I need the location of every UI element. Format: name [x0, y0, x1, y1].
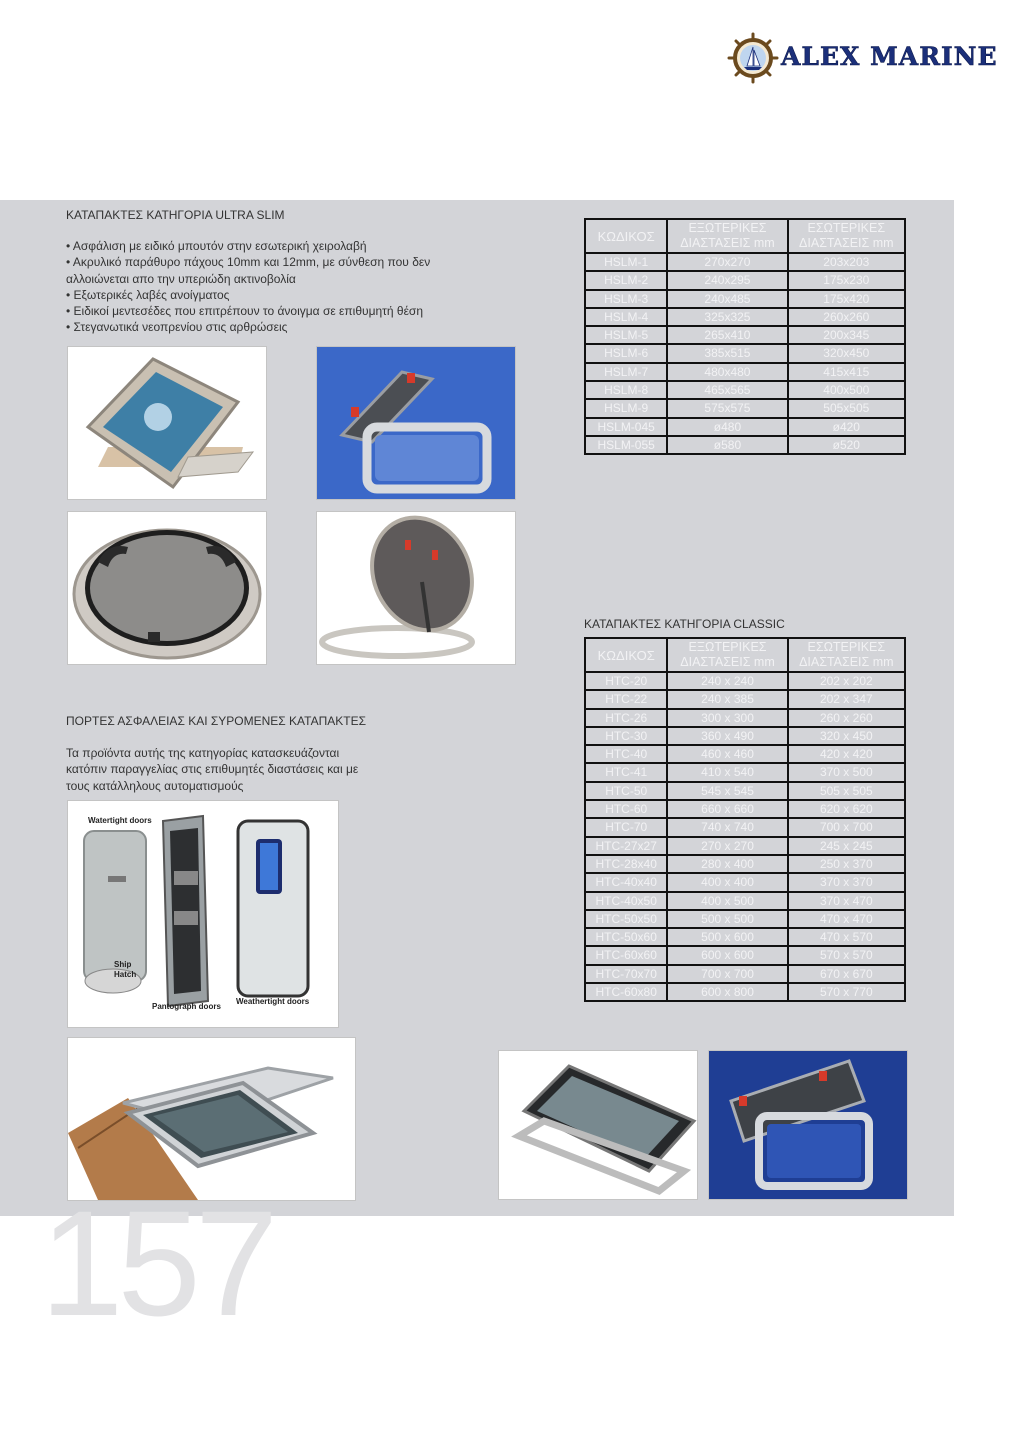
header-text: ΔΙΑΣΤΑΣΕΙΣ mm: [680, 236, 775, 250]
table-row: [585, 855, 905, 873]
table-row: [585, 399, 905, 417]
header-text: ΕΞΩΤΕΡΙΚΕΣ: [688, 640, 767, 654]
photo-sliding-hatch: [67, 1037, 356, 1201]
table-cell: 320 x 450: [788, 727, 905, 745]
table-cell: 420 x 420: [788, 745, 905, 763]
brand-name: ALEX MARINE: [781, 42, 998, 71]
label-hatch: Hatch: [114, 970, 137, 979]
table-row: [585, 253, 905, 271]
table-cell: 470 x 470: [788, 910, 905, 928]
table-row: [585, 965, 905, 983]
table-cell: 360 x 490: [667, 727, 787, 745]
table-cell: HTC-41: [585, 763, 667, 781]
header-text: ΚΩΔΙΚΟΣ: [597, 228, 655, 244]
page-number: 157: [40, 1179, 273, 1347]
description-line: Τα προϊόντα αυτής της κατηγορίας κατασκευάζονται: [66, 746, 340, 760]
header-text: ΚΩΔΙΚΟΣ: [597, 647, 655, 663]
header-text: ΕΣΩΤΕΡΙΚΕΣ: [807, 221, 886, 235]
table-cell: 320x450: [788, 344, 905, 362]
table-cell: HSLM-045: [585, 418, 667, 436]
table-cell: HSLM-2: [585, 271, 667, 289]
table-row: [585, 837, 905, 855]
table-cell: 740 x 740: [667, 818, 787, 836]
table-cell: HTC-60x80: [585, 983, 667, 1001]
table-cell: 620 x 620: [788, 800, 905, 818]
table-cell: 505x505: [788, 399, 905, 417]
table-header-cell: [788, 638, 905, 672]
table-cell: 505 x 505: [788, 782, 905, 800]
table-cell: HTC-60x60: [585, 946, 667, 964]
table-cell: 240x295: [667, 271, 787, 289]
table-cell: 370 x 370: [788, 873, 905, 891]
table-row: [585, 782, 905, 800]
table-cell: HSLM-9: [585, 399, 667, 417]
table-cell: 480x480: [667, 363, 787, 381]
table-cell: ø580: [667, 436, 787, 454]
table-cell: HTC-30: [585, 727, 667, 745]
photo-square-hatch-open: [67, 346, 267, 500]
table-row: [585, 745, 905, 763]
label-ship: Ship: [114, 960, 132, 969]
table-row: [585, 818, 905, 836]
table-cell: HSLM-055: [585, 436, 667, 454]
table-row: [585, 290, 905, 308]
photo-round-hatch-open: [316, 511, 516, 665]
safety-doors-title: ΠΟΡΤΕΣ ΑΣΦΑΛΕΙΑΣ ΚΑΙ ΣΥΡΟΜΕΝΕΣ ΚΑΤΑΠΑΚΤΕΣ: [66, 714, 367, 728]
table-cell: HSLM-1: [585, 253, 667, 271]
table-header-cell: [667, 638, 787, 672]
table-cell: 700 x 700: [788, 818, 905, 836]
table-cell: HSLM-4: [585, 308, 667, 326]
feature-line: • Ασφάλιση με ειδικό μπουτόν στην εσωτερική χειρολαβή: [66, 239, 367, 253]
table-header-cell: [667, 219, 787, 253]
classic-title: ΚΑΤΑΠΑΚΤΕΣ ΚΑΤΗΓΟΡΙΑ CLASSIC: [584, 617, 785, 631]
table-cell: HTC-50: [585, 782, 667, 800]
header-text: ΕΞΩΤΕΡΙΚΕΣ: [688, 221, 767, 235]
table-cell: 400 x 400: [667, 873, 787, 891]
table-header-cell: [788, 219, 905, 253]
table-cell: 700 x 700: [667, 965, 787, 983]
table-row: [585, 910, 905, 928]
table-row: [585, 709, 905, 727]
header-text: ΕΣΩΤΕΡΙΚΕΣ: [807, 640, 886, 654]
table-row: [585, 344, 905, 362]
table-cell: 260 x 260: [788, 709, 905, 727]
table-cell: 265x410: [667, 326, 787, 344]
header-text: ΔΙΑΣΤΑΣΕΙΣ mm: [799, 236, 894, 250]
photo-hatch-blue-background: [316, 346, 516, 500]
table-cell: 260x260: [788, 308, 905, 326]
photo-round-hatch-top: [67, 511, 267, 665]
photo-classic-hatch-white: [498, 1050, 698, 1200]
table-cell: 202 x 202: [788, 672, 905, 690]
feature-line: • Ακρυλικό παράθυρο πάχους 10mm και 12mm, με σύνθεση που δεν: [66, 255, 431, 270]
feature-line: αλλοιώνεται απο την υπεριώδη ακτινοβολία: [66, 271, 296, 286]
table-cell: HTC-70: [585, 818, 667, 836]
table-row: [585, 690, 905, 708]
table-row: [585, 326, 905, 344]
table-cell: 250 x 370: [788, 855, 905, 873]
table-cell: 400 x 500: [667, 892, 787, 910]
table-cell: 470 x 570: [788, 928, 905, 946]
table-cell: 410 x 540: [667, 763, 787, 781]
ship-wheel-icon: [727, 32, 779, 84]
table-cell: ø520: [788, 436, 905, 454]
table-cell: HSLM-5: [585, 326, 667, 344]
table-row: [585, 983, 905, 1001]
table-cell: HSLM-8: [585, 381, 667, 399]
table-cell: HSLM-7: [585, 363, 667, 381]
classic-spec-table: [584, 637, 906, 1002]
header-text: ΔΙΑΣΤΑΣΕΙΣ mm: [799, 655, 894, 669]
table-cell: HTC-26: [585, 709, 667, 727]
table-cell: 202 x 347: [788, 690, 905, 708]
table-cell: HTC-20: [585, 672, 667, 690]
table-row: [585, 928, 905, 946]
description-line: κατόπιν παραγγελίας στις επιθυμητές διαστάσεις και με: [66, 762, 359, 777]
table-cell: 660 x 660: [667, 800, 787, 818]
table-cell: HTC-40: [585, 745, 667, 763]
table-row: [585, 727, 905, 745]
table-cell: ø480: [667, 418, 787, 436]
table-header-cell: [585, 638, 667, 672]
table-cell: HTC-40x50: [585, 892, 667, 910]
label-pantograph: Pantograph doors: [152, 1002, 221, 1011]
table-cell: 280 x 400: [667, 855, 787, 873]
table-row: [585, 363, 905, 381]
table-cell: 465x565: [667, 381, 787, 399]
table-cell: 400x500: [788, 381, 905, 399]
table-cell: HTC-70x70: [585, 965, 667, 983]
table-cell: 500 x 600: [667, 928, 787, 946]
table-cell: 240 x 240: [667, 672, 787, 690]
table-cell: 325x325: [667, 308, 787, 326]
table-cell: 545 x 545: [667, 782, 787, 800]
brand-logo: [727, 32, 998, 84]
table-row: [585, 892, 905, 910]
table-row: [585, 436, 905, 454]
feature-line: • Ειδικοί μεντεσέδες που επιτρέπουν το άνοιγμα σε επιθυμητή θέση: [66, 304, 424, 319]
table-cell: HTC-27x27: [585, 837, 667, 855]
table-cell: HTC-28x40: [585, 855, 667, 873]
feature-line: • Εξωτερικές λαβές ανοίγματος: [66, 287, 230, 302]
table-cell: 600 x 600: [667, 946, 787, 964]
table-row: [585, 763, 905, 781]
table-cell: 575x575: [667, 399, 787, 417]
label-watertight: Watertight doors: [88, 816, 152, 825]
table-cell: 240x485: [667, 290, 787, 308]
photo-safety-doors: [67, 800, 339, 1028]
table-cell: 203x203: [788, 253, 905, 271]
table-cell: ø420: [788, 418, 905, 436]
table-cell: HSLM-6: [585, 344, 667, 362]
safety-doors-description: [66, 745, 396, 794]
table-cell: HTC-50x50: [585, 910, 667, 928]
table-cell: 245 x 245: [788, 837, 905, 855]
feature-line: • Στεγανωτικά νεοπρενίου στις αρθρώσεις: [66, 320, 288, 335]
table-cell: 270 x 270: [667, 837, 787, 855]
table-cell: 670 x 670: [788, 965, 905, 983]
table-cell: 600 x 800: [667, 983, 787, 1001]
table-cell: HTC-22: [585, 690, 667, 708]
table-cell: HTC-60: [585, 800, 667, 818]
table-cell: 570 x 770: [788, 983, 905, 1001]
table-row: [585, 418, 905, 436]
table-row: [585, 873, 905, 891]
table-cell: 370 x 470: [788, 892, 905, 910]
table-row: [585, 800, 905, 818]
table-row: [585, 946, 905, 964]
ultra-slim-title: ΚΑΤΑΠΑΚΤΕΣ ΚΑΤΗΓΟΡΙΑ ULTRA SLIM: [66, 208, 285, 222]
table-cell: 500 x 500: [667, 910, 787, 928]
table-cell: HTC-50x60: [585, 928, 667, 946]
table-row: [585, 672, 905, 690]
table-cell: HTC-40x40: [585, 873, 667, 891]
table-row: [585, 381, 905, 399]
photo-classic-hatch-blue: [708, 1050, 908, 1200]
table-cell: 175x230: [788, 271, 905, 289]
description-line: τους κατάλληλους αυτοματισμούς: [66, 778, 244, 793]
ultra-slim-spec-table: [584, 218, 906, 455]
table-cell: 370 x 500: [788, 763, 905, 781]
table-cell: 460 x 460: [667, 745, 787, 763]
table-cell: 385x515: [667, 344, 787, 362]
table-cell: 240 x 385: [667, 690, 787, 708]
table-cell: 270x270: [667, 253, 787, 271]
table-cell: 415x415: [788, 363, 905, 381]
table-cell: 200x345: [788, 326, 905, 344]
table-cell: 570 x 570: [788, 946, 905, 964]
ultra-slim-features: [66, 238, 486, 336]
header-text: ΔΙΑΣΤΑΣΕΙΣ mm: [680, 655, 775, 669]
table-row: [585, 271, 905, 289]
label-weathertight: Weathertight doors: [236, 997, 310, 1006]
table-cell: HSLM-3: [585, 290, 667, 308]
table-cell: 300 x 300: [667, 709, 787, 727]
table-row: [585, 308, 905, 326]
table-cell: 175x420: [788, 290, 905, 308]
table-header-cell: [585, 219, 667, 253]
